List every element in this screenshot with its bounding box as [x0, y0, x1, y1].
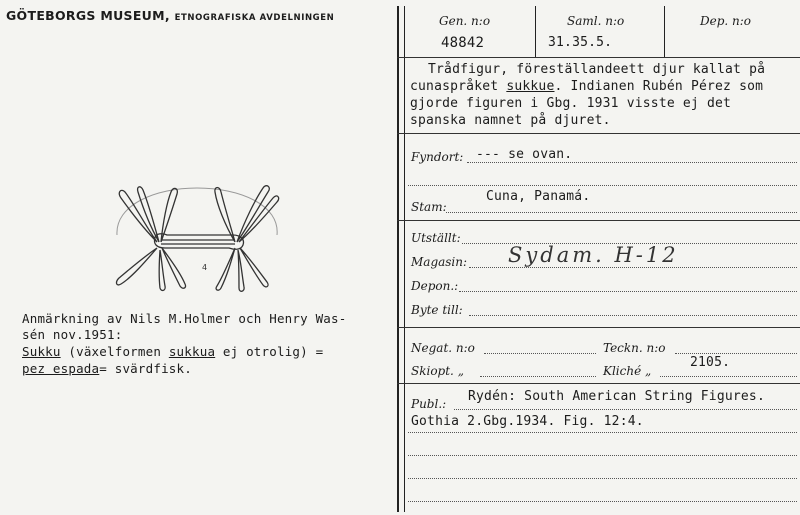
byte-line: [469, 315, 797, 316]
note-line-1: Anmärkning av Nils M.Holmer och Henry Was-: [22, 311, 347, 326]
utstallt-label: Utställt:: [411, 231, 461, 245]
depon-line: [459, 291, 797, 292]
teckn-label: Teckn. n:o: [603, 341, 666, 355]
publ-label: Publ.:: [411, 397, 447, 411]
note-pez-espada: pez espada: [22, 361, 100, 376]
stam-label: Stam:: [411, 200, 447, 214]
header-divider-1: [535, 6, 536, 57]
note-text: (växelformen: [60, 344, 169, 359]
gen-value: 48842: [441, 35, 485, 51]
description-bottom-rule: [397, 133, 800, 134]
note-sukku: Sukku: [22, 344, 61, 359]
blank-line: [408, 432, 797, 433]
byte-bottom-rule: [397, 327, 800, 328]
museum-name-text: GÖTEBORGS MUSEUM,: [6, 8, 170, 23]
skiopt-bottom-rule: [397, 383, 800, 384]
stam-bottom-rule: [397, 220, 800, 221]
blank-line: [408, 455, 797, 456]
header-bottom-rule: [397, 57, 800, 58]
publ-line: [454, 409, 797, 410]
magasin-label: Magasin:: [411, 255, 468, 269]
byte-label: Byte till:: [411, 303, 463, 317]
museum-department: ETNOGRAFISKA AVDELNINGEN: [174, 13, 335, 23]
publ-line-1: Rydén: South American String Figures.: [468, 389, 765, 404]
description-sukkue: sukkue: [506, 79, 555, 94]
gen-label: Gen. n:o: [439, 14, 491, 28]
saml-label: Saml. n:o: [567, 14, 625, 28]
skiopt-label: Skiopt. „: [411, 364, 464, 378]
negat-label: Negat. n:o: [411, 341, 475, 355]
note-text: ej otrolig) =: [215, 344, 324, 359]
fyndort-line: [467, 162, 797, 163]
header-divider-2: [664, 6, 665, 57]
magasin-line: [469, 267, 797, 268]
description-line-1: Trådfigur, föreställandeett djur kallat på: [428, 62, 766, 77]
kliche-line: [660, 376, 797, 377]
description-line-2: [410, 79, 763, 94]
note-line-2: sén nov.1951:: [22, 327, 123, 342]
skiopt-line: [480, 376, 596, 377]
fyndort-label: Fyndort:: [411, 150, 464, 164]
note-line-4: [22, 361, 192, 376]
figure-number: 4: [202, 263, 208, 272]
magasin-value: Sydam. H-12: [508, 243, 679, 267]
museum-name: [6, 8, 334, 23]
blank-line: [408, 501, 797, 502]
saml-value: 31.35.5.: [548, 35, 613, 50]
card-left-border: [397, 6, 399, 512]
negat-line: [484, 353, 596, 354]
blank-line: [408, 185, 797, 186]
note-text: = svärdfisk.: [99, 361, 192, 376]
stam-line: [446, 212, 797, 213]
stam-value: Cuna, Panamá.: [486, 189, 591, 204]
string-figure-illustration: [105, 180, 290, 295]
fyndort-value: --- se ovan.: [476, 147, 573, 162]
kliche-value: 2105.: [690, 355, 731, 370]
note-line-3: [22, 344, 323, 359]
description-line-4: spanska namnet på djuret.: [410, 113, 611, 128]
teckn-line: [675, 353, 797, 354]
depon-label: Depon.:: [411, 279, 459, 293]
description-text: . Indianen Rubén Pérez som: [554, 79, 764, 94]
description-text: cunaspråket: [410, 79, 507, 94]
description-line-3: gjorde figuren i Gbg. 1931 visste ej det: [410, 96, 732, 111]
kliche-label: Kliché „: [603, 364, 652, 378]
publ-line-2: Gothia 2.Gbg.1934. Fig. 12:4.: [411, 414, 644, 429]
blank-line: [408, 478, 797, 479]
note-sukkua: sukkua: [168, 344, 216, 359]
card-left-border-inner: [404, 6, 405, 512]
dep-label: Dep. n:o: [700, 14, 752, 28]
